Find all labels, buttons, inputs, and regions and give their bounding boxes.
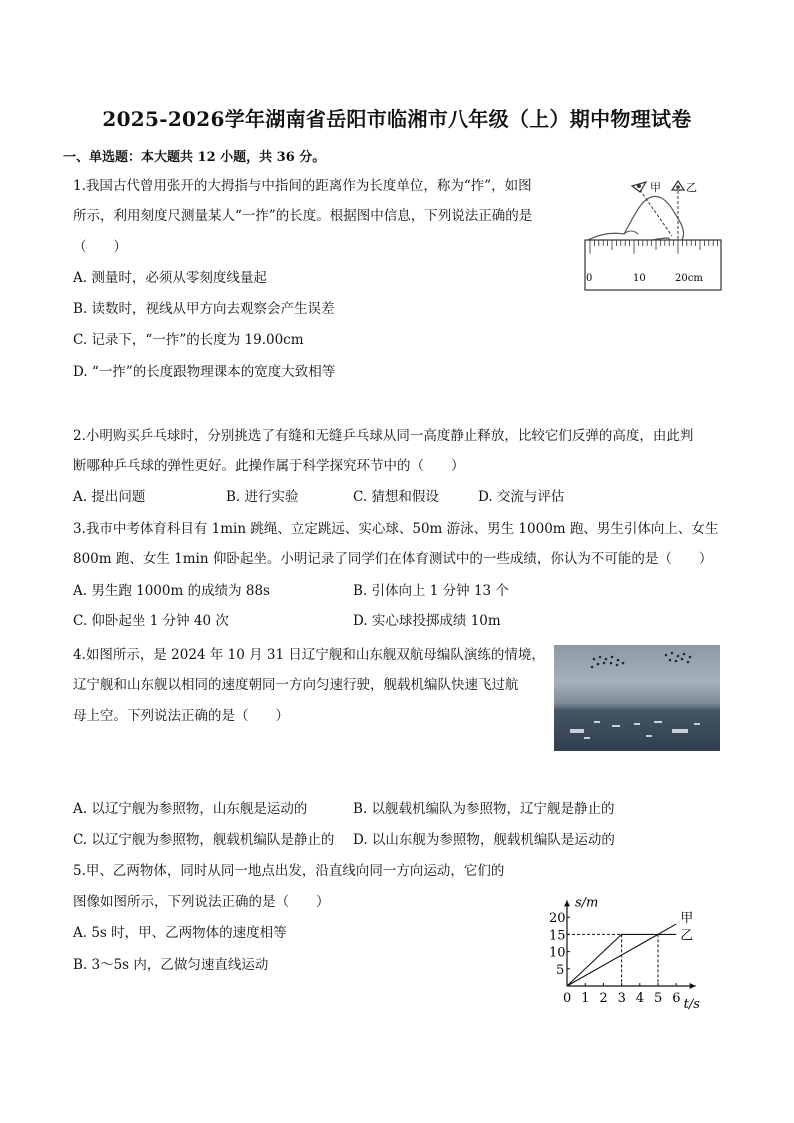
q1-option-d: D. “一拃”的长度跟物理课本的宽度大致相等	[73, 364, 336, 380]
q3-stem-line1: 3.我市中考体育科目有 1min 跳绳、立定跳远、实心球、50m 游泳、男生 1000m 跑、男生引体向上、女生	[73, 521, 719, 537]
eye-yi-label: 乙	[686, 181, 697, 194]
q2-option-b: B. 进行实验	[226, 489, 299, 505]
q4-option-c: C. 以辽宁舰为参照物，舰载机编队是静止的	[73, 832, 335, 848]
q4-option-d: D. 以山东舰为参照物，舰载机编队是运动的	[353, 832, 615, 848]
photo-details	[554, 645, 720, 751]
ruler-hand-figure	[582, 176, 724, 292]
x-axis-label: t/s	[683, 997, 700, 1010]
q4-option-b: B. 以舰载机编队为参照物，辽宁舰是静止的	[353, 801, 615, 817]
q1-option-c: C. 记录下，“一拃”的长度为 19.00cm	[73, 332, 304, 348]
q2-option-a: A. 提出问题	[73, 489, 146, 505]
q1-option-a: A. 测量时，必须从零刻度线量起	[73, 270, 267, 286]
q1-stem-line3: （ ）	[73, 239, 127, 255]
q1-option-b: B. 读数时，视线从甲方向去观察会产生误差	[73, 301, 335, 317]
q3-option-d: D. 实心球投掷成绩 10m	[353, 613, 501, 629]
q2-stem-line1: 2.小明购买乒乓球时，分别挑选了有缝和无缝乒乓球从同一高度静止释放，比较它们反弹的高度，由此判	[73, 428, 694, 444]
ships	[570, 721, 700, 739]
y-axis-label: s/m	[575, 895, 599, 911]
series-jia-label: 甲	[680, 911, 694, 927]
page-title: 2025-2026学年湖南省岳阳市临湘市八年级（上）期中物理试卷	[102, 107, 692, 131]
x-tick-label: 2	[599, 991, 608, 1006]
ruler-label-20: 20cm	[675, 273, 703, 284]
q5-stem-line2: 图像如图所示，下列说法正确的是（ ）	[73, 894, 330, 910]
x-tick-label: 1	[581, 991, 590, 1006]
x-tick-label: 6	[672, 991, 681, 1006]
y-tick-label: 20	[549, 911, 566, 927]
q5-option-b: B. 3～5s 内，乙做匀速直线运动	[73, 957, 269, 973]
ruler-label-0: 0	[586, 273, 593, 284]
q1-stem-line2: 所示，利用刻度尺测量某人“一拃”的长度。根据图中信息，下列说法正确的是	[73, 208, 533, 224]
x-tick-label: 5	[654, 991, 663, 1006]
section-heading: 一、单选题：本大题共 12 小题，共 36 分。	[63, 150, 326, 165]
carrier-fleet-photo	[554, 645, 720, 751]
q5-stem-line1: 5.甲、乙两物体，同时从同一地点出发，沿直线向同一方向运动，它们的	[73, 863, 505, 879]
y-axis-arrow	[564, 900, 570, 906]
q2-option-c: C. 猜想和假设	[353, 489, 439, 505]
ruler-label-10: 10	[633, 273, 646, 284]
q3-option-a: A. 男生跑 1000m 的成绩为 88s	[73, 583, 270, 599]
series-yi-label: 乙	[680, 928, 694, 944]
aircraft-formation-right	[665, 652, 692, 664]
s-t-graph	[542, 860, 724, 1010]
q5-option-a: A. 5s 时，甲、乙两物体的速度相等	[73, 925, 287, 941]
y-tick-label: 5	[556, 962, 565, 978]
x-axis-arrow	[690, 983, 696, 989]
y-tick-label: 10	[549, 945, 566, 961]
q3-stem-line2: 800m 跑、女生 1min 仰卧起坐。小明记录了同学们在体育测试中的一些成绩，你认为不可能的是（ ）	[73, 551, 713, 567]
q3-option-c: C. 仰卧起坐 1 分钟 40 次	[73, 613, 229, 629]
hand-outline	[588, 196, 684, 242]
q4-stem-line2: 辽宁舰和山东舰以相同的速度朝同一方向匀速行驶，舰载机编队快速飞过航	[73, 677, 519, 693]
q2-stem-line2: 断哪种乒乓球的弹性更好。此操作属于科学探究环节中的（ ）	[73, 458, 465, 474]
x-tick-label: 4	[635, 991, 645, 1006]
q2-option-d: D. 交流与评估	[478, 489, 565, 505]
aircraft-formation-left	[591, 656, 625, 669]
x-tick-label: 0	[563, 991, 572, 1006]
q4-stem-line1: 4.如图所示，是 2024 年 10 月 31 日辽宁舰和山东舰双航母编队演练的情境，	[73, 647, 545, 663]
q3-option-b: B. 引体向上 1 分钟 13 个	[353, 583, 509, 599]
q4-stem-line3: 母上空。下列说法正确的是（ ）	[73, 708, 289, 724]
q4-option-a: A. 以辽宁舰为参照物，山东舰是运动的	[73, 801, 308, 817]
eye-jia-label: 甲	[650, 181, 661, 194]
q1-stem-line1: 1.我国古代曾用张开的大拇指与中指间的距离作为长度单位，称为“拃”，如图	[73, 178, 532, 194]
x-tick-label: 3	[617, 991, 626, 1006]
y-tick-label: 15	[549, 928, 566, 944]
